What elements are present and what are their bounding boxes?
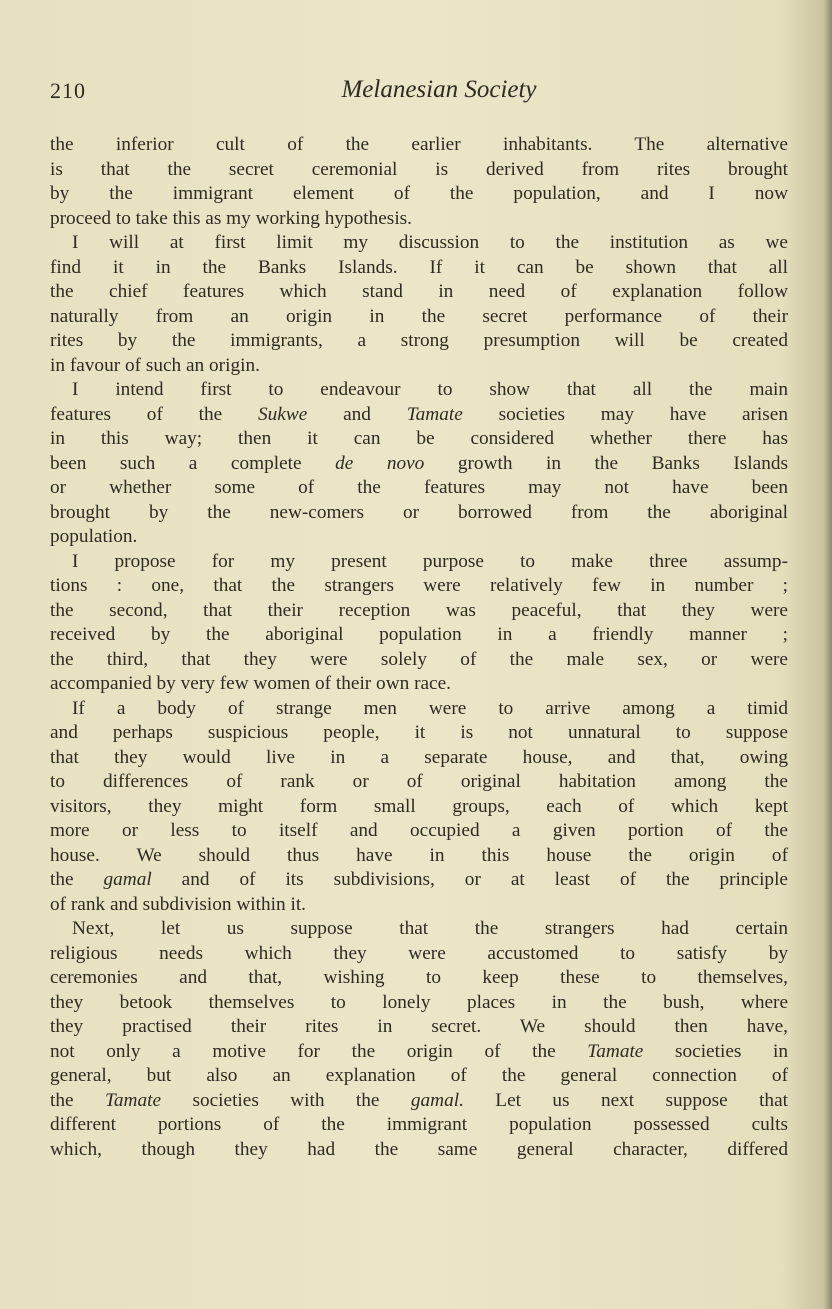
text-segment: the	[50, 869, 104, 890]
text-segment: in this way; then it can be considered whether there has	[50, 428, 788, 449]
text-line	[50, 623, 788, 648]
text-segment: been such a complete	[50, 452, 336, 474]
text-line	[50, 452, 788, 477]
text-segment: and	[307, 403, 407, 425]
text-segment: proceed to take this as my working hypothesis.	[50, 207, 412, 229]
text-line	[50, 501, 788, 526]
text-line	[50, 133, 788, 158]
text-segment: they betook themselves to lonely places in the bush, where	[50, 991, 788, 1013]
text-segment: If a body of strange men were to arrive among a timid	[72, 697, 788, 719]
text-line	[50, 1113, 788, 1138]
text-segment: is that the secret ceremonial is derived from rites brought	[50, 158, 788, 180]
text-line	[50, 550, 788, 575]
text-segment: visitors, they might form small groups, each of which kept	[50, 795, 788, 817]
text-segment: the third, that they were solely of the male sex, or were	[50, 648, 788, 670]
text-segment: tions : one, that the strangers were relatively few in number ;	[50, 575, 788, 596]
text-line	[50, 427, 788, 452]
text-segment: growth in the Banks Islands	[424, 452, 789, 474]
text-segment: Let us next suppose that	[463, 1089, 788, 1111]
text-line	[50, 354, 788, 379]
text-segment: religious needs which they were accustomed to satisfy by	[50, 942, 788, 964]
text-line	[50, 158, 788, 183]
text-line	[50, 991, 788, 1016]
text-line	[50, 231, 788, 256]
text-segment: I intend first to endeavour to show that all the main	[72, 379, 788, 400]
page-number: 210	[50, 78, 86, 103]
text-segment: societies in	[643, 1040, 788, 1062]
italic-term: Tamate	[587, 1040, 644, 1062]
text-segment: and perhaps suspicious people, it is not unnatural to suppose	[50, 722, 788, 743]
text-segment: house. We should thus have in this house the origin of	[50, 844, 788, 866]
running-header	[50, 76, 788, 108]
text-segment: societies with the	[161, 1089, 411, 1111]
text-line	[50, 1064, 788, 1089]
text-segment: societies may have arisen	[462, 403, 788, 425]
text-segment: rites by the immigrants, a strong presumption will be created	[50, 330, 788, 351]
text-segment: find it in the Banks Islands. If it can be shown that all	[50, 256, 788, 278]
text-segment: accompanied by very few women of their own race.	[50, 673, 451, 694]
italic-term: Tamate	[104, 1089, 162, 1111]
text-segment: more or less to itself and occupied a given portion of the	[50, 820, 788, 841]
text-segment: in favour of such an origin.	[50, 354, 260, 376]
italic-term: Tamate	[406, 403, 463, 425]
text-line	[50, 1015, 788, 1040]
italic-term: gamal.	[410, 1089, 464, 1111]
text-line	[50, 893, 788, 918]
text-segment: they practised their rites in secret. We should then have,	[50, 1016, 788, 1037]
text-segment: ceremonies and that, wishing to keep these to themselves,	[50, 967, 788, 988]
text-segment: received by the aboriginal population in a friendly manner ;	[50, 624, 788, 645]
text-line	[50, 476, 788, 501]
text-segment: naturally from an origin in the secret performance of their	[50, 305, 788, 327]
text-line	[50, 207, 788, 232]
text-segment: general, but also an explanation of the general connection of	[50, 1065, 788, 1086]
text-line	[50, 1138, 788, 1163]
text-line	[50, 844, 788, 869]
text-line	[50, 305, 788, 330]
text-segment: I will at first limit my discussion to the institution as we	[72, 232, 788, 253]
text-line	[50, 819, 788, 844]
text-line	[50, 697, 788, 722]
text-segment: Next, let us suppose that the strangers had certain	[72, 918, 788, 939]
text-line	[50, 1040, 788, 1065]
text-segment: the second, that their reception was peaceful, that they were	[50, 599, 788, 621]
italic-term: Sukwe	[258, 403, 308, 425]
text-segment: different portions of the immigrant population possessed cults	[50, 1114, 788, 1135]
text-line	[50, 403, 788, 428]
text-line	[50, 648, 788, 673]
text-segment: the chief features which stand in need of explanation follow	[50, 281, 788, 302]
text-line	[50, 182, 788, 207]
text-line	[50, 525, 788, 550]
text-line	[50, 942, 788, 967]
text-segment: brought by the new-comers or borrowed from the aboriginal	[50, 501, 788, 523]
text-line	[50, 868, 788, 893]
text-line	[50, 329, 788, 354]
italic-term: gamal	[103, 869, 152, 890]
text-line	[50, 721, 788, 746]
text-line	[50, 1089, 788, 1114]
text-segment: population.	[50, 526, 138, 547]
text-line	[50, 574, 788, 599]
text-line	[50, 917, 788, 942]
text-segment: of rank and subdivision within it.	[50, 893, 306, 915]
text-line	[50, 280, 788, 305]
text-line	[50, 256, 788, 281]
text-line	[50, 378, 788, 403]
text-line	[50, 770, 788, 795]
text-segment: which, though they had the same general character, differed	[50, 1138, 788, 1160]
text-line	[50, 599, 788, 624]
text-segment: and of its subdivisions, or at least of the principle	[151, 869, 788, 890]
text-segment: that they would live in a separate house, and that, owing	[50, 746, 788, 768]
page-body-text	[50, 133, 788, 1162]
text-segment: the inferior cult of the earlier inhabitants. The alternative	[50, 134, 788, 155]
text-line	[50, 966, 788, 991]
text-segment: by the immigrant element of the population, and I now	[50, 183, 788, 204]
running-title: Melanesian Society	[341, 76, 537, 103]
text-line	[50, 672, 788, 697]
text-segment: the	[50, 1089, 105, 1111]
text-segment: features of the	[50, 403, 259, 425]
text-segment: or whether some of the features may not have been	[50, 477, 788, 498]
text-line	[50, 795, 788, 820]
text-segment: not only a motive for the origin of the	[50, 1040, 588, 1062]
text-segment: to differences of rank or of original habitation among the	[50, 771, 788, 792]
text-segment: I propose for my present purpose to make three assump-	[72, 550, 788, 572]
italic-term: de novo	[335, 452, 425, 474]
text-line	[50, 746, 788, 771]
